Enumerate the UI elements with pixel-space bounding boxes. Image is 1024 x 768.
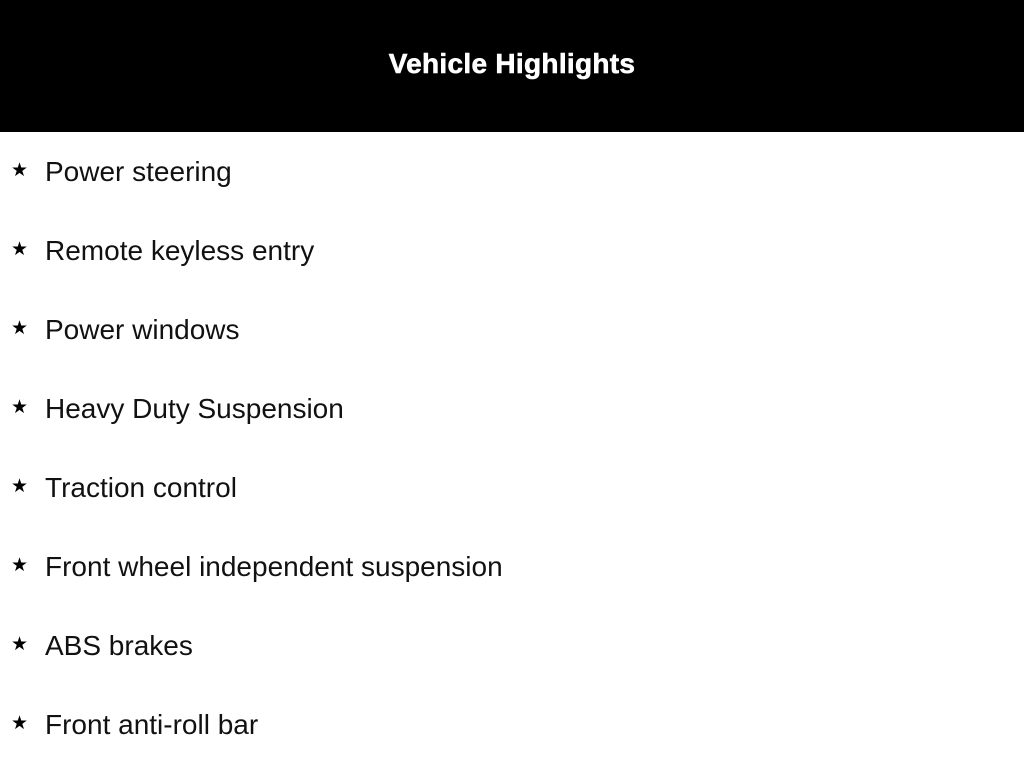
page-title: Vehicle Highlights	[388, 48, 636, 79]
star-icon: ★	[11, 396, 29, 418]
star-icon: ★	[11, 317, 29, 339]
highlight-label: Power windows	[45, 314, 240, 345]
star-icon: ★	[11, 238, 29, 260]
highlight-label: Remote keyless entry	[45, 235, 315, 266]
star-icon: ★	[11, 633, 29, 655]
header-banner	[0, 0, 1024, 132]
star-icon: ★	[11, 712, 29, 734]
highlight-label: Front wheel independent suspension	[45, 551, 503, 582]
star-icon: ★	[11, 475, 29, 497]
highlight-label: ABS brakes	[45, 630, 193, 661]
star-icon: ★	[11, 554, 29, 576]
highlight-label: Heavy Duty Suspension	[45, 393, 344, 424]
star-icon: ★	[11, 159, 29, 181]
highlight-label: Front anti-roll bar	[45, 709, 259, 740]
highlight-label: Traction control	[45, 472, 237, 503]
highlight-label: Power steering	[45, 156, 232, 187]
